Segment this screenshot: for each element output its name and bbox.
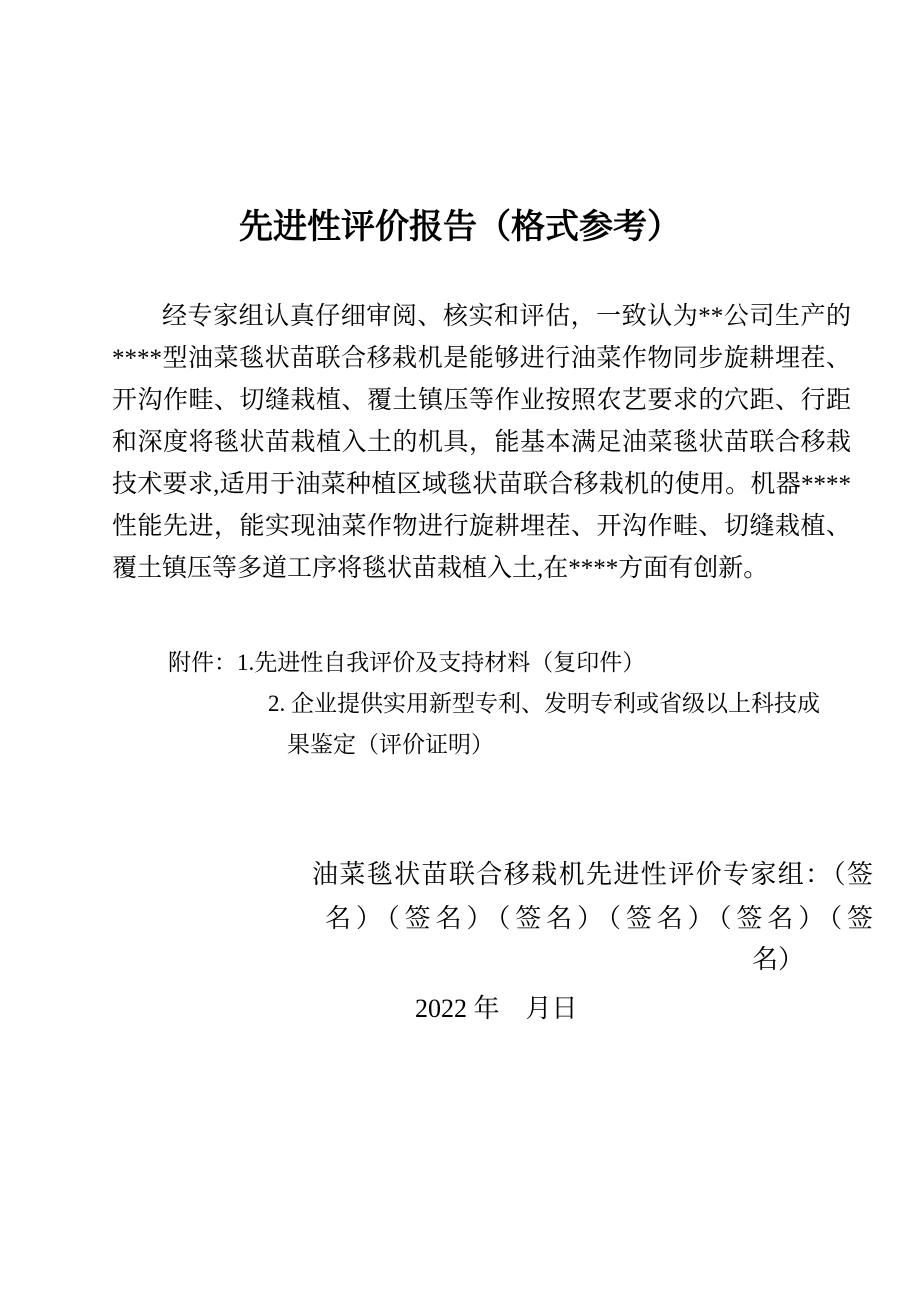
signature-line: 名）: [752, 945, 805, 974]
body-line: 和深度将毯状苗栽植入土的机具，能基本满足油菜毯状苗联合移栽: [112, 429, 851, 456]
signature-line: 油菜毯状苗联合移栽机先进性评价专家组：（签: [312, 860, 873, 889]
attachment-line: 果鉴定（评价证明）: [287, 732, 494, 757]
body-line: 技术要求,适用于油菜种植区域毯状苗联合移栽机的使用。机器****: [112, 471, 851, 498]
attachments-block: [168, 642, 878, 765]
attachment-line: 附件：1.先进性自我评价及支持材料（复印件）: [168, 650, 646, 675]
body-line: 性能先进，能实现油菜作物进行旋耕埋茬、开沟作畦、切缝栽植、: [112, 513, 851, 540]
attachment-line: 2. 企业提供实用新型专利、发明专利或省级以上科技成: [268, 691, 820, 716]
body-line: ****型油菜毯状苗联合移栽机是能够进行油菜作物同步旋耕埋茬、: [112, 345, 851, 372]
body-line: 开沟作畦、切缝栽植、覆土镇压等作业按照农艺要求的穴距、行距: [112, 387, 851, 414]
date-line: 2022 年 月日: [415, 994, 578, 1023]
body-line: 经专家组认真仔细审阅、核实和评估，一致认为**公司生产的: [162, 303, 851, 330]
signature-line: 名）（签名）（签名）（签名）（签名）（签: [325, 904, 873, 933]
body-line: 覆土镇压等多道工序将毯状苗栽植入土,在****方面有创新。: [112, 555, 769, 582]
document-title: 先进性评价报告（格式参考）: [239, 207, 681, 247]
body-paragraph: [112, 296, 851, 590]
